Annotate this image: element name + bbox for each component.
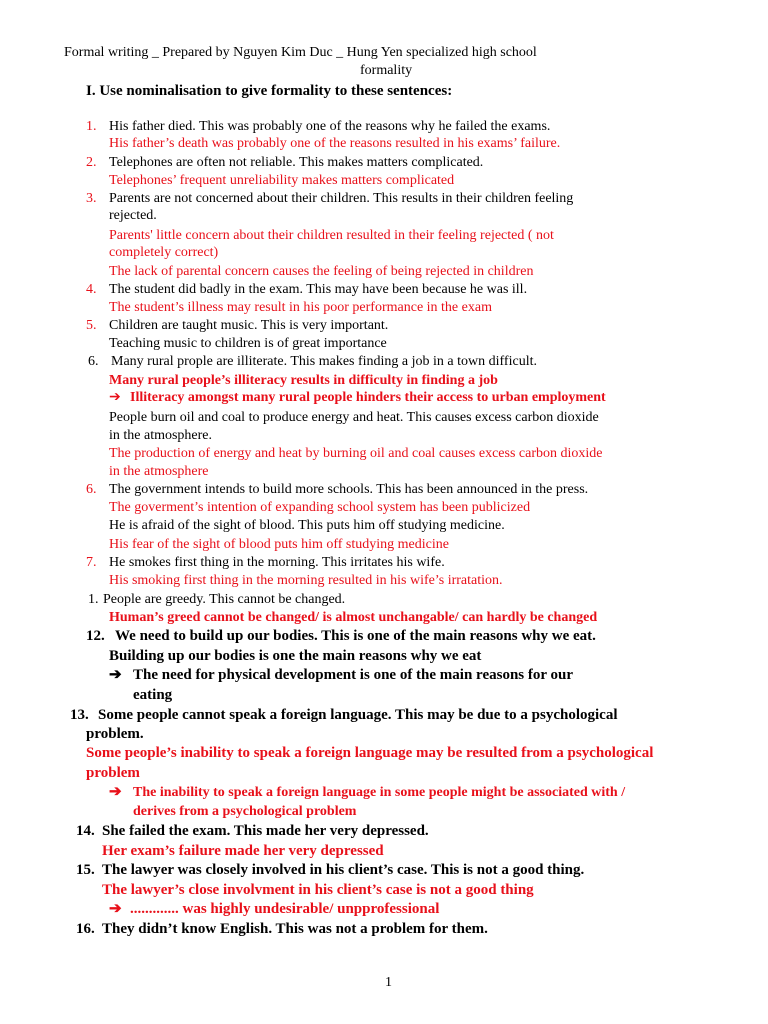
item-number: 4. xyxy=(86,282,97,297)
item-answer: His smoking first thing in the morning resulted in his wife’s irratation. xyxy=(109,573,503,588)
arrow-icon: ➔ xyxy=(109,784,122,800)
item-number: 1. xyxy=(86,119,97,134)
item-number: 16. xyxy=(76,921,95,937)
item-number: 13. xyxy=(70,707,89,723)
item-prompt: Parents are not concerned about their children. This results in their children feeling xyxy=(109,191,574,206)
item-answer-continued: derives from a psychological problem xyxy=(133,804,357,819)
item-prompt-continued: rejected. xyxy=(109,208,157,223)
item-prompt: He is afraid of the sight of blood. This puts him off studying medicine. xyxy=(109,518,505,533)
arrow-icon: ➔ xyxy=(109,901,122,917)
item-answer: The student’s illness may result in his poor performance in the exam xyxy=(109,300,492,315)
item-answer: Her exam’s failure made her very depressed xyxy=(102,843,384,859)
item-answer-alternative: The inability to speak a foreign language in some people might be associated with / xyxy=(133,785,626,800)
item-answer: The goverment’s intention of expanding school system has been publicized xyxy=(109,500,531,515)
item-answer: The production of energy and heat by burning oil and coal causes excess carbon dioxide xyxy=(109,446,603,461)
item-number: 6. xyxy=(86,482,97,497)
item-prompt: The lawyer was closely involved in his client’s case. This is not a good thing. xyxy=(102,862,585,878)
item-answer-alternative: The need for physical development is one of the main reasons for our xyxy=(133,667,574,683)
item-prompt-continued: problem. xyxy=(86,726,144,742)
item-number: 5. xyxy=(86,318,97,333)
item-answer: Many rural people’s illiteracy results in difficulty in finding a job xyxy=(109,373,498,388)
item-prompt: The student did badly in the exam. This may have been because he was ill. xyxy=(109,282,528,297)
item-answer: Human’s greed cannot be changed/ is almost unchangable/ can hardly be changed xyxy=(109,610,598,625)
item-answer: His fear of the sight of blood puts him off studying medicine xyxy=(109,537,449,552)
item-answer: Teaching music to children is of great importance xyxy=(109,336,387,351)
section-heading: I. Use nominalisation to give formality to these sentences: xyxy=(86,83,453,99)
item-answer: Some people’s inability to speak a foreign language may be resulted from a psychological xyxy=(86,745,654,761)
item-number: 6. xyxy=(88,354,99,369)
item-answer-alternative: Illiteracy amongst many rural people hinders their access to urban employment xyxy=(130,390,606,405)
item-number: 12. xyxy=(86,628,105,644)
item-number: 2. xyxy=(86,155,97,170)
item-answer-alternative: ............. was highly undesirable/ unpprofessional xyxy=(130,901,440,917)
item-prompt: We need to build up our bodies. This is one of the main reasons why we eat. xyxy=(115,628,596,644)
arrow-icon: ➔ xyxy=(109,667,122,683)
item-prompt: They didn’t know English. This was not a problem for them. xyxy=(102,921,488,937)
item-number: 1. xyxy=(88,592,99,607)
item-prompt: He smokes first thing in the morning. This irritates his wife. xyxy=(109,555,445,570)
item-number: 14. xyxy=(76,823,95,839)
item-number: 3. xyxy=(86,191,97,206)
item-prompt: His father died. This was probably one of the reasons why he failed the exams. xyxy=(109,119,551,134)
item-prompt-continued: in the atmosphere. xyxy=(109,428,213,443)
item-prompt: She failed the exam. This made her very depressed. xyxy=(102,823,429,839)
item-answer: The lawyer’s close involvment in his client’s case is not a good thing xyxy=(102,882,534,898)
page-number: 1 xyxy=(385,975,392,990)
item-answer-continued: in the atmosphere xyxy=(109,464,209,479)
item-prompt: People are greedy. This cannot be changed. xyxy=(103,592,346,607)
document-header: Formal writing _ Prepared by Nguyen Kim Duc _ Hung Yen specialized high school xyxy=(64,45,537,60)
item-number: 7. xyxy=(86,555,97,570)
item-prompt: Telephones are often not reliable. This makes matters complicated. xyxy=(109,155,484,170)
item-answer-alternative: The lack of parental concern causes the feeling of being rejected in children xyxy=(109,264,534,279)
item-answer: His father’s death was probably one of the reasons resulted in his exams’ failure. xyxy=(109,136,561,151)
item-prompt: The government intends to build more schools. This has been announced in the press. xyxy=(109,482,589,497)
item-answer-continued: completely correct) xyxy=(109,245,219,260)
item-prompt: Children are taught music. This is very important. xyxy=(109,318,389,333)
arrow-icon: ➔ xyxy=(109,390,121,405)
item-answer: Building up our bodies is one the main reasons why we eat xyxy=(109,648,482,664)
item-number: 15. xyxy=(76,862,95,878)
item-answer-continued: problem xyxy=(86,765,140,781)
item-answer-continued: eating xyxy=(133,687,173,703)
item-prompt: Many rural prople are illiterate. This makes finding a job in a town difficult. xyxy=(111,354,537,369)
item-prompt: People burn oil and coal to produce energy and heat. This causes excess carbon dioxide xyxy=(109,410,599,425)
item-prompt: Some people cannot speak a foreign language. This may be due to a psychological xyxy=(98,707,618,723)
item-answer: Parents' little concern about their children resulted in their feeling rejected ( not xyxy=(109,228,554,243)
item-answer: Telephones’ frequent unreliability makes matters complicated xyxy=(109,173,455,188)
document-subtitle: formality xyxy=(360,63,413,78)
